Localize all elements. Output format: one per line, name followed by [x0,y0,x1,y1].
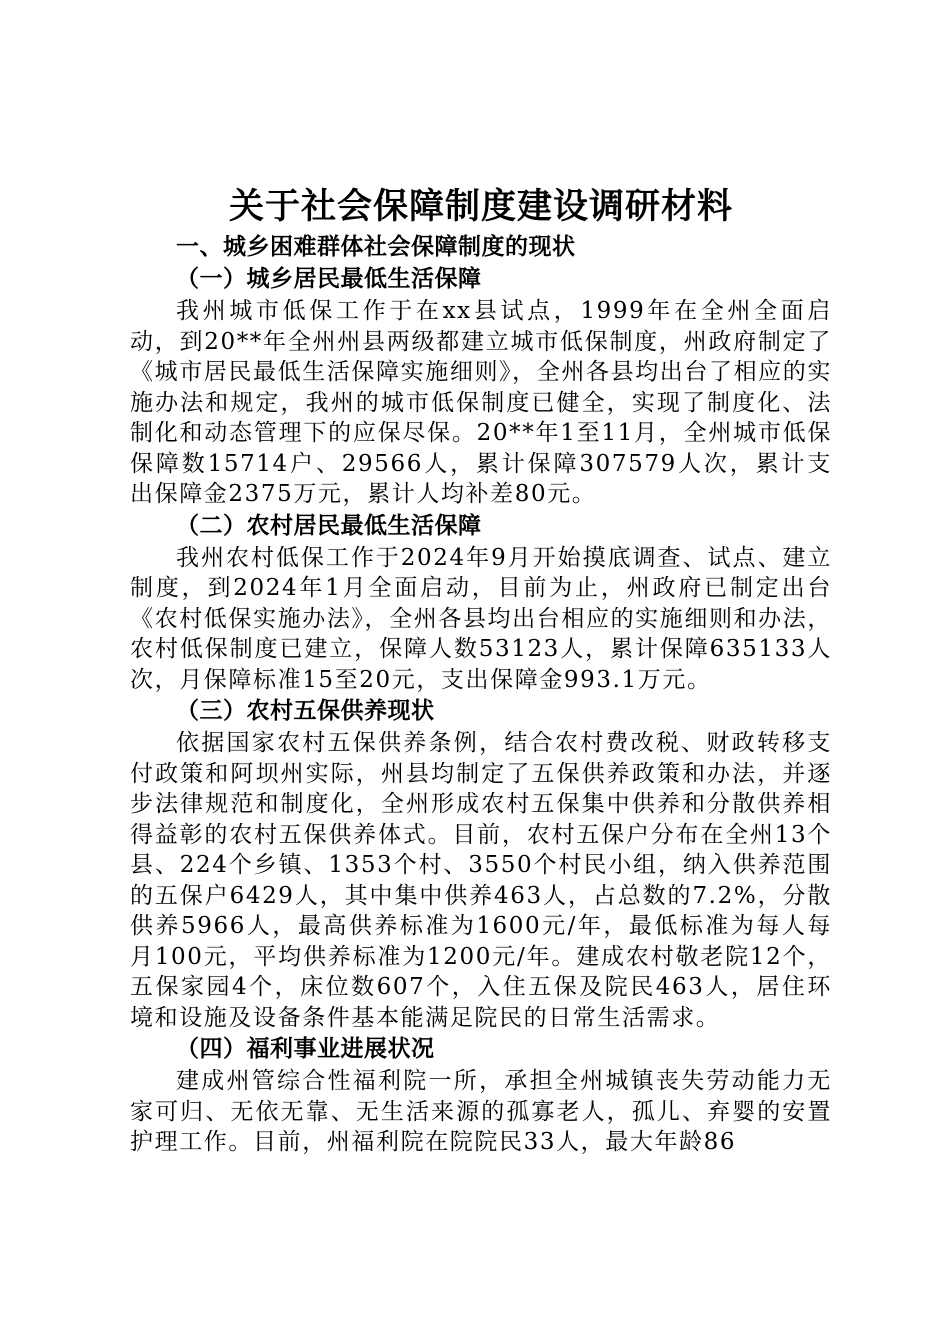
subsection-heading-2: （二）农村居民最低生活保障 [176,512,482,539]
document-title: 关于社会保障制度建设调研材料 [228,186,733,227]
document-body [130,183,832,1158]
subsection-heading-1: （一）城乡居民最低生活保障 [176,266,482,292]
paragraph-five-guarantees: 依据国家农村五保供养条例，结合农村费改税、财政转移支付政策和阿坝州实际，州县均制定了五保供养政策和办法，并逐步法律规范和制度化，全州形成农村五保集中供养和分散供养相得益彰的农村五保供养体式。目前，农村五保户分布在全州13个县、224个乡镇、1353个村、3550个村民小组，纳入供养范围的五保户6429人，其中集中供养463人，占总数的7.2%，分散供养5966人，最高供养标准为1600元/年，最低标准为每人每月100元，平均供养标准为1200元/年。建成农村敬老院12个，五保家园4个，床位数607个，入住五保及院民463人，居住环境和设施及设备条件基本能满足院民的日常生活需求。 [130,730,832,1031]
paragraph-welfare-progress: 建成州管综合性福利院一所，承担全州城镇丧失劳动能力无家可归、无依无靠、无生活来源的孤寡老人，孤儿、弃婴的安置护理工作。目前，州福利院在院院民33人，最大年龄86 [130,1068,832,1155]
paragraph-urban-subsistence: 我州城市低保工作于在xx县试点，1999年在全州全面启动，到20**年全州州县两级都建立城市低保制度，州政府制定了《城市居民最低生活保障实施细则》，全州各县均出台了相应的实施办法和规定，我州的城市低保制度已健全，实现了制度化、法制化和动态管理下的应保尽保。20**年1至11月，全州城市低保保障数15714户、29566人，累计保障307579人次，累计支出保障金2375万元，累计人均补差80元。 [130,298,832,507]
subsection-heading-3: （三）农村五保供养现状 [176,698,435,724]
section-heading-1: 一、城乡困难群体社会保障制度的现状 [176,234,576,260]
subsection-heading-4: （四）福利事业进展状况 [176,1036,435,1062]
paragraph-rural-subsistence: 我州农村低保工作于2024年9月开始摸底调查、试点、建立制度，到2024年1月全面启动，目前为止，州政府已制定出台《农村低保实施办法》，全州各县均出台相应的实施细则和办法，农村低保制度已建立，保障人数53123人，累计保障635133人次，月保障标准15至20元，支出保障金993.1万元。 [130,544,832,693]
